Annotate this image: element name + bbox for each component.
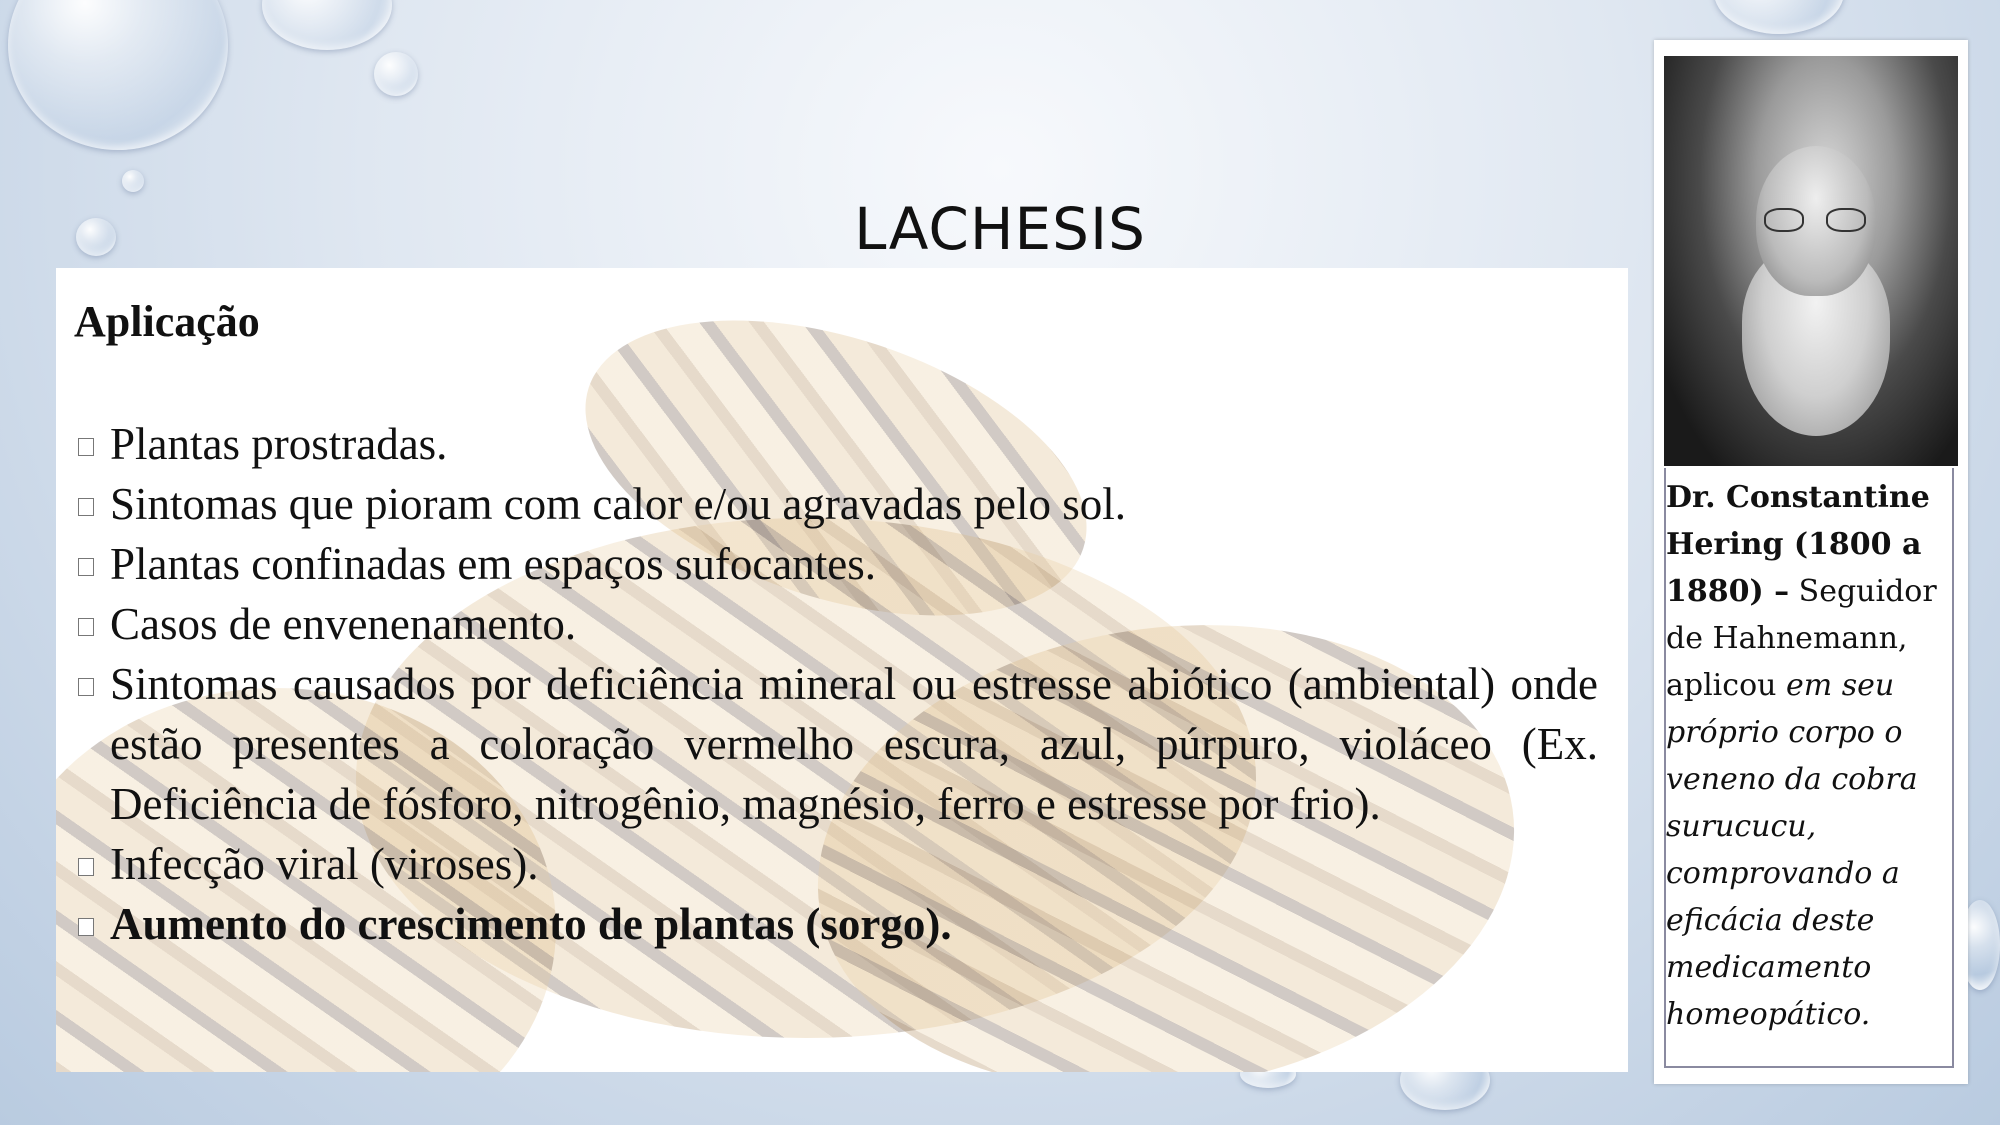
list-item: Sintomas que pioram com calor e/ou agravadas pelo sol. xyxy=(78,474,1598,534)
application-list xyxy=(78,414,1598,954)
square-bullet-icon xyxy=(78,618,94,636)
list-item: Plantas prostradas. xyxy=(78,414,1598,474)
water-drop-decoration xyxy=(374,52,418,96)
square-bullet-icon xyxy=(78,498,94,516)
content-box xyxy=(56,268,1628,1072)
slide-title: LACHESIS xyxy=(854,195,1146,263)
portrait-photo xyxy=(1664,56,1958,466)
caption-text: Seguidor de Hahnemann, aplicou xyxy=(1666,574,1937,703)
square-bullet-icon xyxy=(78,438,94,456)
water-drop-decoration xyxy=(8,0,228,150)
portrait-caption xyxy=(1664,468,1954,1068)
list-item: Aumento do crescimento de plantas (sorgo). xyxy=(78,894,1598,954)
caption-name: Dr. Constantine Hering (1800 a 1880) – xyxy=(1666,480,1930,609)
square-bullet-icon xyxy=(78,558,94,576)
water-drop-decoration xyxy=(262,0,392,50)
water-drop-decoration xyxy=(1714,0,1844,34)
water-drop-decoration xyxy=(122,170,144,192)
water-drop-decoration xyxy=(76,218,116,256)
list-item: Sintomas causados por deficiência mineral ou estresse abiótico (ambiental) onde estão presentes a coloração vermelho escura, azul, púrpuro, violáceo (Ex. Deficiência de fósforo, nitrogênio, magnésio, ferro e estresse por frio). xyxy=(78,654,1598,834)
list-item: Casos de envenenamento. xyxy=(78,594,1598,654)
list-item: Plantas confinadas em espaços sufocantes. xyxy=(78,534,1598,594)
square-bullet-icon xyxy=(78,858,94,876)
portrait-panel xyxy=(1654,40,1968,1084)
list-item: Infecção viral (viroses). xyxy=(78,834,1598,894)
caption-italic-text: em seu próprio corpo o veneno da cobra surucucu, comprovando a eficácia deste medicamento homeopático. xyxy=(1666,668,1918,1032)
square-bullet-icon xyxy=(78,918,94,936)
content-heading: Aplicação xyxy=(74,297,260,346)
square-bullet-icon xyxy=(78,678,94,696)
